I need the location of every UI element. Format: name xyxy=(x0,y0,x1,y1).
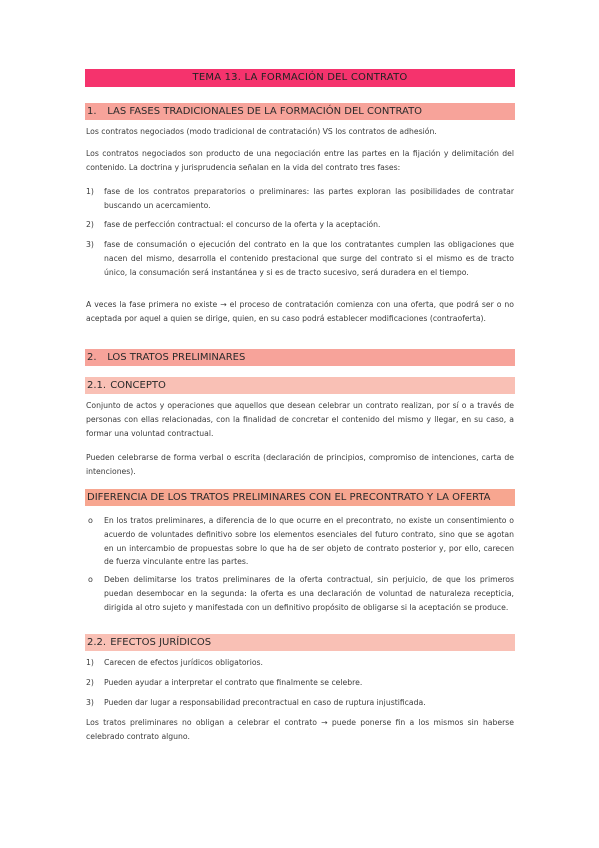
subsection-2-1-title: CONCEPTO xyxy=(110,380,166,391)
subsection-2-1-number: 2.1. xyxy=(87,380,107,391)
section-2-number: 2. xyxy=(87,352,97,363)
section-2-title: LOS TRATOS PRELIMINARES xyxy=(107,352,246,363)
subsection-2-2-paragraph: Los tratos preliminares no obligan a celebrar el contrato → puede ponerse fin a los mismos sin haberse celebrado contrato alguno. xyxy=(86,718,514,741)
list-text: fase de consumación o ejecución del contrato en la que los contratantes cumplen las obligaciones que nacen del mismo, desarrolla el contenido prestacional que surge del contrato si el mismo es de tracto único, la consumación será instantánea y si es de tracto sucesivo, será duradera en el tiempo. xyxy=(104,240,514,277)
list-item xyxy=(86,656,514,670)
list-item xyxy=(86,696,514,710)
difference-heading: DIFERENCIA DE LOS TRATOS PRELIMINARES CON EL PRECONTRATO Y LA OFERTA xyxy=(85,489,515,506)
section-1-title: LAS FASES TRADICIONALES DE LA FORMACIÓN DEL CONTRATO xyxy=(107,106,423,117)
list-text: Pueden dar lugar a responsabilidad precontractual en caso de ruptura injustificada. xyxy=(104,698,426,707)
subsection-2-1-paragraph-1: Conjunto de actos y operaciones que aquellos que desean celebrar un contrato realizan, por sí o a través de personas con ellas relacionadas, con la finalidad de concretar el contenido del mismo y llegar, en su caso, a formar una voluntad contractual. xyxy=(86,401,514,438)
list-marker: 1) xyxy=(86,187,94,196)
list-marker: 3) xyxy=(86,698,94,707)
list-item xyxy=(86,218,514,232)
section-1-number: 1. xyxy=(87,106,97,117)
list-marker: 2) xyxy=(86,678,94,687)
document-title: TEMA 13. LA FORMACIÓN DEL CONTRATO xyxy=(85,69,515,87)
list-item xyxy=(86,185,514,213)
list-text: Carecen de efectos jurídicos obligatorios. xyxy=(104,658,263,667)
list-item xyxy=(86,676,514,690)
subsection-2-2-title: EFECTOS JURÍDICOS xyxy=(110,637,212,648)
bullet-marker: o xyxy=(88,516,93,525)
list-marker: 3) xyxy=(86,240,94,249)
bullet-text: Deben delimitarse los tratos preliminares de la oferta contractual, sin perjuicio, de que los primeros puedan desembocar en la segunda: la oferta es una declaración de voluntad de naturaleza recepticia, dirigida al otro sujeto y manifestada con un definitivo propósito de obligarse si la aceptación se produce. xyxy=(104,575,514,612)
section-1-paragraph-3: A veces la fase primera no existe → el proceso de contratación comienza con una oferta, que podrá ser o no aceptada por aquel a quien se dirige, quien, en su caso podrá establecer modificaciones (contraoferta). xyxy=(86,300,514,323)
bullet-item xyxy=(86,514,514,569)
bullet-item xyxy=(86,573,514,614)
list-marker: 1) xyxy=(86,658,94,667)
bullet-text: En los tratos preliminares, a diferencia de lo que ocurre en el precontrato, no existe un consentimiento o acuerdo de voluntades definitivo sobre los elementos esenciales del futuro contrato, sino que se agotan en un intercambio de propuestas sobre lo que ha de ser objeto de contrato posterior y, por ello, carecen de fuerza vinculante entre las partes. xyxy=(104,516,514,567)
list-item xyxy=(86,238,514,279)
subsection-2-1-paragraph-2: Pueden celebrarse de forma verbal o escrita (declaración de principios, compromiso de intenciones, carta de intenciones). xyxy=(86,453,514,476)
section-1-paragraph-2: Los contratos negociados son producto de una negociación entre las partes en la fijación y delimitación del contenido. La doctrina y jurisprudencia señalan en la vida del contrato tres fases: xyxy=(86,149,514,172)
list-text: Pueden ayudar a interpretar el contrato que finalmente se celebre. xyxy=(104,678,363,687)
section-1-heading xyxy=(85,103,515,120)
subsection-2-2-number: 2.2. xyxy=(87,637,107,648)
list-text: fase de los contratos preparatorios o preliminares: las partes exploran las posibilidades de contratar buscando un acercamiento. xyxy=(104,187,514,210)
subsection-2-1-heading xyxy=(85,377,515,394)
bullet-marker: o xyxy=(88,575,93,584)
section-1-paragraph-1: Los contratos negociados (modo tradicional de contratación) VS los contratos de adhesión. xyxy=(86,127,437,136)
list-text: fase de perfección contractual: el concurso de la oferta y la aceptación. xyxy=(104,220,381,229)
list-marker: 2) xyxy=(86,220,94,229)
subsection-2-2-heading xyxy=(85,634,515,651)
section-2-heading xyxy=(85,349,515,366)
